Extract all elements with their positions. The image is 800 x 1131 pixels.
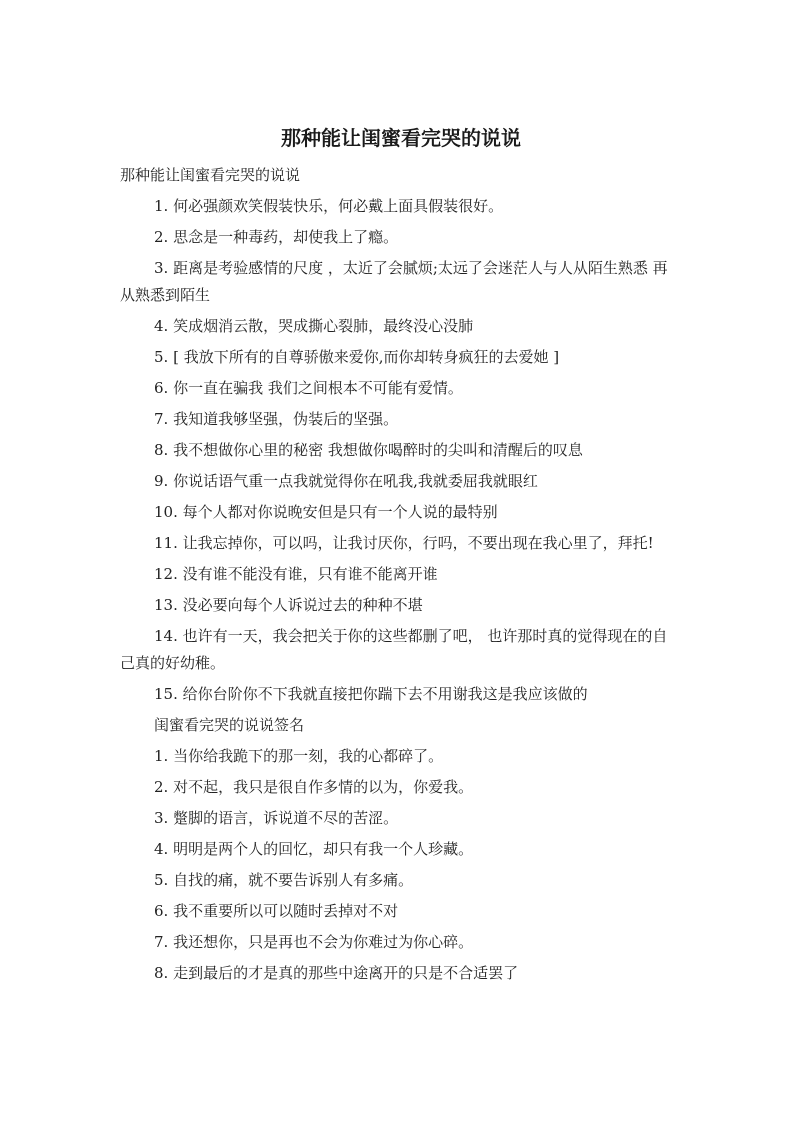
list-item: 9. 你说话语气重一点我就觉得你在吼我,我就委屈我就眼红 [154,472,538,490]
list-item: 4. 笑成烟消云散，哭成撕心裂肺，最终没心没肺 [154,317,474,335]
list-item: 3. 距离是考验感情的尺度 ，太近了会腻烦;太远了会迷茫人与人从陌生熟悉 再从熟悉到陌生 [120,259,668,304]
list-item: 15. 给你台阶你不下我就直接把你踹下去不用谢我这是我应该做的 [154,685,588,703]
list-item: 5. [ 我放下所有的自尊骄傲来爱你,而你却转身疯狂的去爱她 ] [154,348,560,366]
list-item: 11. 让我忘掉你，可以吗，让我讨厌你，行吗，不要出现在我心里了，拜托! [154,534,654,552]
list-item: 2. 思念是一种毒药，却使我上了瘾。 [154,228,399,246]
document-title: 那种能让闺蜜看完哭的说说 [281,126,521,150]
list-item: 6. 我不重要所以可以随时丢掉对不对 [154,902,399,920]
section-one-list [120,193,682,708]
list-item: 14. 也许有一天，我会把关于你的这些都删了吧， 也许那时真的觉得现在的自己真的好幼稚。 [120,627,668,672]
list-item: 13. 没必要向每个人诉说过去的种种不堪 [154,596,423,614]
list-item: 8. 走到最后的才是真的那些中途离开的只是不合适罢了 [154,964,519,982]
list-item: 7. 我还想你，只是再也不会为你难过为你心碎。 [154,933,474,951]
list-item: 8. 我不想做你心里的秘密 我想做你喝醉时的尖叫和清醒后的叹息 [154,441,583,459]
list-item: 4. 明明是两个人的回忆，却只有我一个人珍藏。 [154,840,474,858]
section-two-heading: 闺蜜看完哭的说说签名 [154,716,305,734]
list-item: 7. 我知道我够坚强，伪装后的坚强。 [154,410,399,428]
intro-line: 那种能让闺蜜看完哭的说说 [120,166,301,184]
list-item: 12. 没有谁不能没有谁，只有谁不能离开谁 [154,565,438,583]
list-item: 6. 你一直在骗我 我们之间根本不可能有爱情。 [154,379,463,397]
list-item: 1. 当你给我跪下的那一刻，我的心都碎了。 [154,747,444,765]
list-item: 1. 何必强颜欢笑假装快乐，何必戴上面具假装很好。 [154,197,504,215]
list-item: 3. 蹩脚的语言，诉说道不尽的苦涩。 [154,809,399,827]
section-two-list [120,743,682,987]
list-item: 10. 每个人都对你说晚安但是只有一个人说的最特别 [154,503,498,521]
list-item: 2. 对不起，我只是很自作多情的以为，你爱我。 [154,778,474,796]
list-item: 5. 自找的痛，就不要告诉别人有多痛。 [154,871,414,889]
